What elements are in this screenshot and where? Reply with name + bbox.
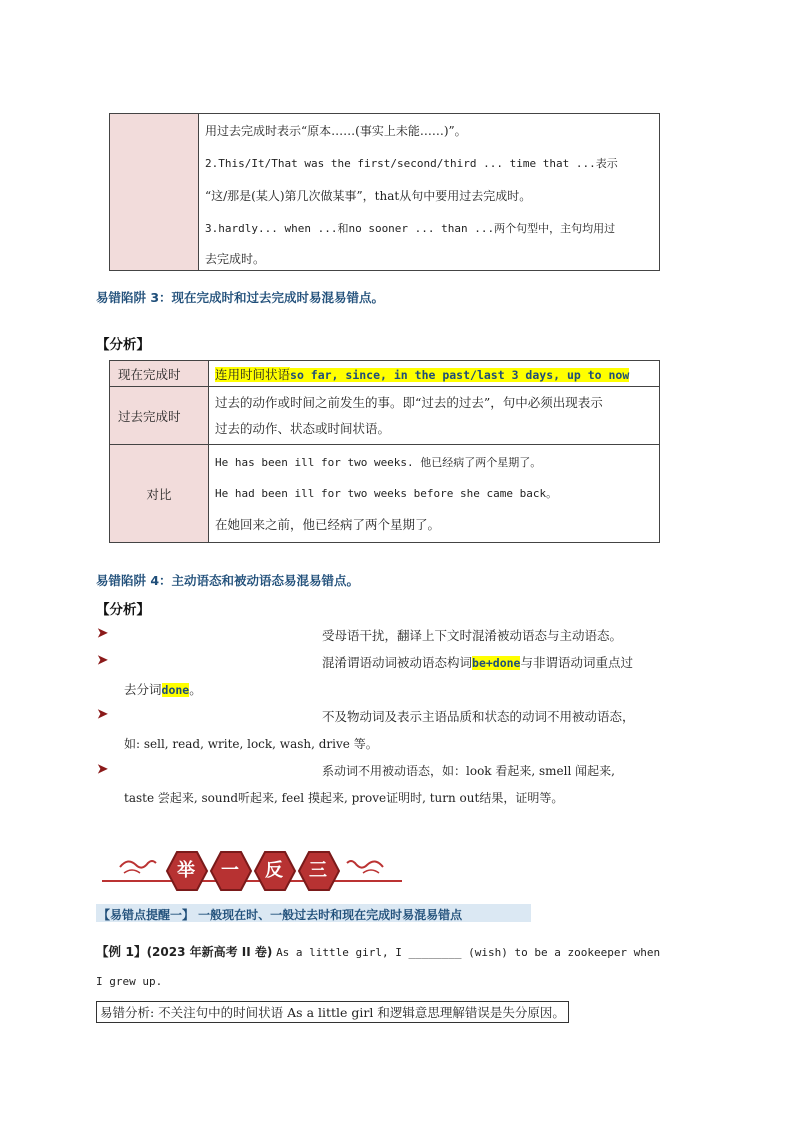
row-content-comparison bbox=[209, 445, 660, 543]
cloud-ornament-left-icon bbox=[118, 853, 158, 877]
table-line-2: 2.This/It/That was the first/second/third ... time that ...表示 bbox=[205, 157, 618, 170]
table-label-cell bbox=[110, 114, 199, 270]
comparison-line-1: He has been ill for two weeks. 他已经病了两个星期了。 bbox=[215, 456, 542, 469]
past-perfect-line-1: 过去的动作或时间之前发生的事。即“过去的过去”，句中必须出现表示 bbox=[215, 394, 603, 410]
example-1-line-2: I grew up. bbox=[96, 975, 163, 988]
row-label-past-perfect: 过去完成时 bbox=[110, 387, 209, 445]
banner-char-2: 一 bbox=[221, 860, 239, 881]
arrow-bullet-icon: ➤ bbox=[97, 762, 108, 777]
bullet-3-text: 不及物动词及表示主语品质和状态的动词不用被动语态， bbox=[322, 709, 635, 724]
trap-3-heading: 易错陷阱 3：现在完成时和过去完成时易混易错点。 bbox=[96, 290, 385, 305]
bullet-2-highlight-2: done bbox=[161, 683, 190, 697]
arrow-bullet-icon: ➤ bbox=[97, 626, 108, 641]
bullet-4-text: 系动词不用被动语态，如：look 看起来, smell 闻起来, bbox=[322, 764, 615, 778]
usage-table-continued bbox=[109, 113, 660, 271]
banner-char-1: 举 bbox=[177, 860, 195, 881]
bullet-4-continued: taste 尝起来, sound听起来, feel 摸起来, prove证明时, turn out结果，证明等。 bbox=[124, 791, 564, 805]
bullet-2-highlight: be+done bbox=[472, 656, 521, 670]
bullet-2-part-a: 混淆谓语动词被动语态构词 bbox=[322, 655, 473, 670]
hl-time-adverbial-cn: 连用时间状语 bbox=[215, 366, 291, 382]
analysis-label-2: 【分析】 bbox=[96, 602, 150, 618]
banner-char-4: 三 bbox=[309, 860, 327, 881]
trap-4-heading: 易错陷阱 4：主动语态和被动语态易混易错点。 bbox=[96, 573, 360, 588]
arrow-bullet-icon: ➤ bbox=[97, 707, 108, 722]
example-1-line-1 bbox=[96, 942, 660, 960]
example-question: As a little girl, I ________ (wish) to be a zookeeper when bbox=[276, 946, 661, 959]
row-label-present-perfect: 现在完成时 bbox=[110, 361, 209, 387]
hl-time-adverbial-en: so far, since, in the past/last 3 days, up to now bbox=[290, 367, 630, 382]
table-line-3: “这/那是(某人)第几次做某事”，that从句中要用过去完成时。 bbox=[205, 189, 532, 203]
bullet-2-text bbox=[322, 653, 633, 671]
tense-comparison-table bbox=[109, 360, 660, 543]
bullet-2-part-d: 。 bbox=[189, 682, 202, 697]
comparison-line-2: He had been ill for two weeks before she came back。 bbox=[215, 487, 558, 500]
comparison-line-3: 在她回来之前，他已经病了两个星期了。 bbox=[215, 517, 441, 532]
table-line-4: 3.hardly... when ...和no sooner ... than ...两个句型中，主句均用过 bbox=[205, 222, 616, 235]
bullet-2-part-c: 去分词 bbox=[124, 682, 162, 697]
row-content-present-perfect bbox=[209, 361, 660, 387]
tip-heading: 【易错点提醒一】 一般现在时、一般过去时和现在完成时易混易错点 bbox=[98, 908, 463, 922]
row-label-comparison: 对比 bbox=[110, 445, 209, 543]
bullet-1-text: 受母语干扰，翻译上下文时混淆被动语态与主动语态。 bbox=[322, 628, 623, 643]
table-content-cell bbox=[199, 114, 659, 270]
error-analysis-box: 易错分析: 不关注句中的时间状语 As a little girl 和逻辑意思理解错误是失分原因。 bbox=[96, 1001, 569, 1023]
table-line-5: 去完成时。 bbox=[205, 252, 266, 266]
banner-char-3: 反 bbox=[265, 860, 283, 881]
example-label: 【例 1】 bbox=[96, 944, 147, 959]
example-source: (2023 年新高考 II 卷) bbox=[146, 945, 273, 959]
cloud-ornament-right-icon bbox=[345, 853, 385, 877]
arrow-bullet-icon: ➤ bbox=[97, 653, 108, 668]
past-perfect-line-2: 过去的动作、状态或时间状语。 bbox=[215, 420, 391, 436]
bullet-3-continued: 如: sell, read, write, lock, wash, drive 等。 bbox=[124, 737, 378, 751]
bullet-2-continued bbox=[124, 680, 202, 698]
row-content-past-perfect bbox=[209, 387, 660, 445]
analysis-label-1: 【分析】 bbox=[96, 337, 150, 353]
table-line-1: 用过去完成时表示“原本……(事实上未能……)”。 bbox=[205, 124, 467, 138]
bullet-2-part-b: 与非谓语动词重点过 bbox=[520, 655, 633, 670]
